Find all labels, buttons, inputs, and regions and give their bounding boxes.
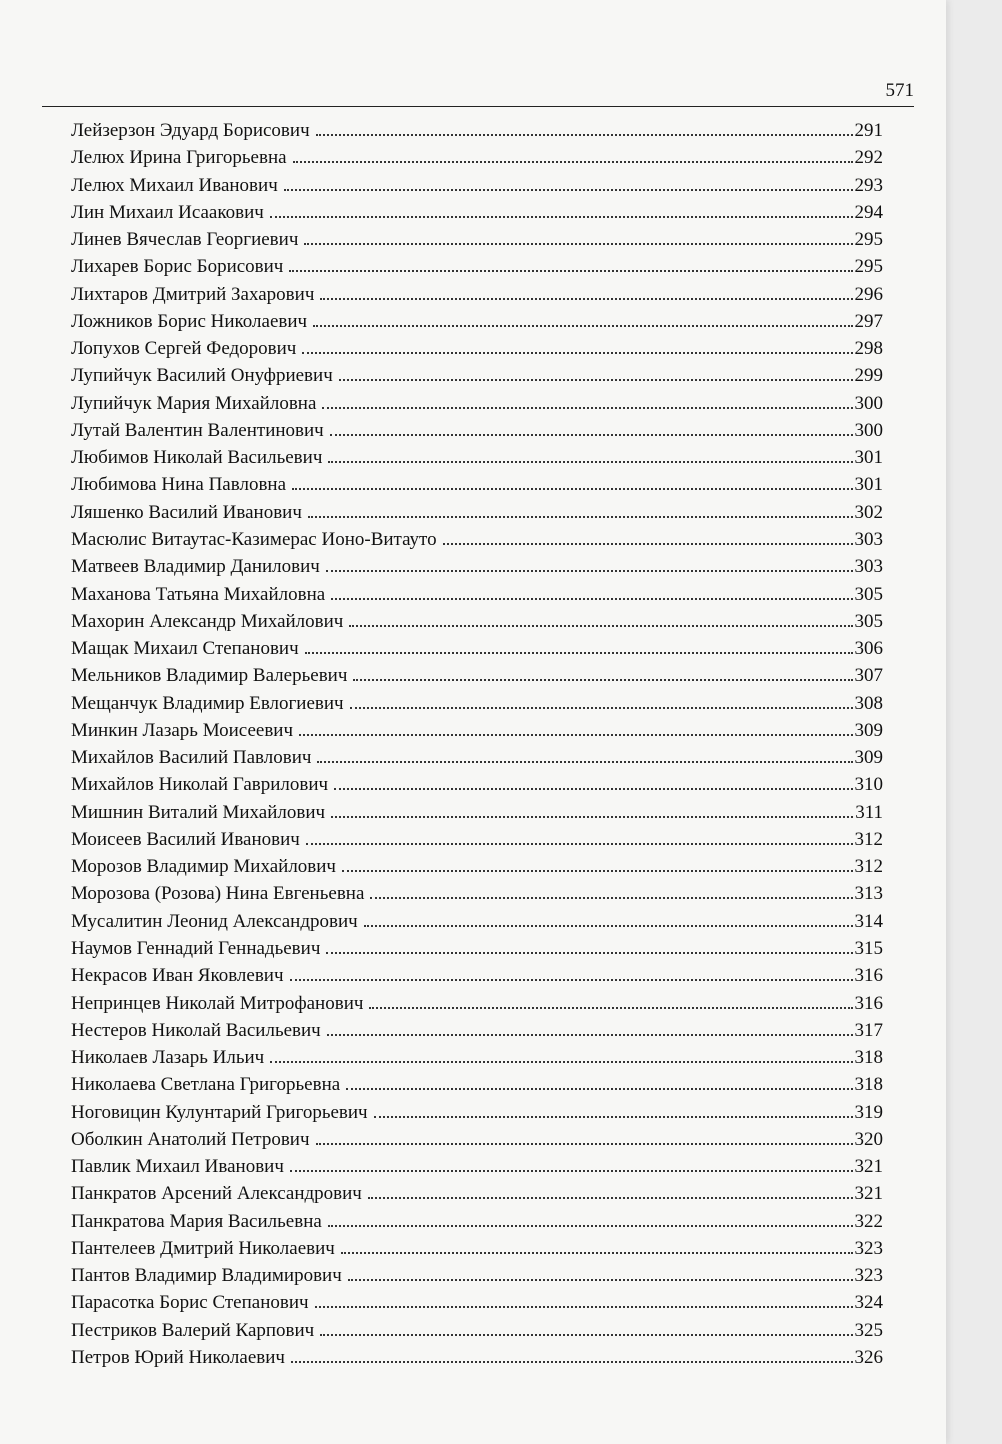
dot-leader (350, 706, 853, 709)
dot-leader (342, 869, 853, 872)
index-entry (71, 962, 883, 989)
index-entry (71, 553, 883, 580)
entry-page-number: 301 (854, 447, 883, 469)
index-entry (71, 990, 883, 1017)
entry-name: Непринцев Николай Митрофанович (71, 992, 364, 1014)
entry-page-number: 324 (854, 1292, 883, 1314)
dot-leader (368, 1196, 853, 1199)
dot-leader (328, 1224, 853, 1227)
dot-leader (289, 269, 852, 272)
index-entry (71, 1153, 883, 1180)
index-entry (71, 281, 883, 308)
entry-name: Лутай Валентин Валентинович (71, 419, 324, 441)
dot-leader (293, 160, 853, 163)
entry-name: Мишнин Виталий Михайлович (71, 801, 326, 823)
header-rule (42, 106, 914, 107)
dot-leader (326, 569, 853, 572)
dot-leader (270, 1060, 852, 1063)
entry-name: Линев Вячеслав Георгиевич (71, 229, 299, 251)
dot-leader (348, 1278, 853, 1281)
index-entry (71, 690, 883, 717)
entry-page-number: 295 (854, 229, 883, 251)
index-entry (71, 717, 883, 744)
index-entry (71, 308, 883, 335)
index-entry (71, 1071, 883, 1098)
entry-name: Морозов Владимир Михайлович (71, 856, 336, 878)
entry-page-number: 315 (854, 937, 883, 959)
entry-page-number: 308 (854, 692, 883, 714)
index-entry (71, 853, 883, 880)
entry-name: Петров Юрий Николаевич (71, 1346, 285, 1368)
index-entry (71, 1044, 883, 1071)
index-entry (71, 908, 883, 935)
index-entry (71, 1235, 883, 1262)
entry-page-number: 321 (854, 1183, 883, 1205)
index-entry (71, 362, 883, 389)
entry-page-number: 317 (854, 1019, 883, 1041)
index-entry (71, 499, 883, 526)
entry-page-number: 295 (854, 256, 883, 278)
dot-leader (291, 1360, 853, 1363)
dot-leader (322, 406, 852, 409)
dot-leader (334, 787, 852, 790)
dot-leader (316, 1142, 853, 1145)
dot-leader (317, 760, 852, 763)
entry-name: Лупийчук Василий Онуфриевич (71, 365, 333, 387)
entry-page-number: 299 (854, 365, 883, 387)
entry-name: Михайлов Василий Павлович (71, 747, 312, 769)
index-entry (71, 935, 883, 962)
entry-page-number: 293 (854, 174, 883, 196)
index-entry (71, 799, 883, 826)
entry-name: Нестеров Николай Васильевич (71, 1019, 321, 1041)
entry-name: Лопухов Сергей Федорович (71, 338, 297, 360)
dot-leader (290, 1169, 853, 1172)
entry-page-number: 309 (854, 719, 883, 741)
dot-leader (320, 297, 852, 300)
dot-leader (290, 978, 853, 981)
index-entry (71, 880, 883, 907)
entry-page-number: 313 (854, 883, 883, 905)
index-entry (71, 1099, 883, 1126)
entry-page-number: 307 (854, 665, 883, 687)
dot-leader (304, 242, 852, 245)
entry-page-number: 305 (854, 583, 883, 605)
entry-page-number: 316 (854, 965, 883, 987)
entry-page-number: 303 (854, 528, 883, 550)
entry-page-number: 300 (854, 392, 883, 414)
entry-name: Моисеев Василий Иванович (71, 828, 300, 850)
dot-leader (315, 1305, 853, 1308)
entry-page-number: 325 (854, 1319, 883, 1341)
dot-leader (331, 815, 853, 818)
index-entry (71, 526, 883, 553)
entry-name: Любимов Николай Васильевич (71, 447, 323, 469)
dot-leader (284, 188, 853, 191)
entry-name: Лихтаров Дмитрий Захарович (71, 283, 315, 305)
dot-leader (316, 133, 853, 136)
entry-page-number: 323 (854, 1237, 883, 1259)
index-entry (71, 417, 883, 444)
index-entry (71, 662, 883, 689)
entry-page-number: 311 (855, 801, 883, 823)
entry-name: Лейзерзон Эдуард Борисович (71, 120, 310, 141)
index-entry (71, 1344, 883, 1371)
index-entry (71, 1126, 883, 1153)
entry-name: Пестриков Валерий Карпович (71, 1319, 315, 1341)
entry-name: Мусалитин Леонид Александрович (71, 910, 358, 932)
dot-leader (313, 324, 852, 327)
index-entry (71, 117, 883, 144)
page-number: 571 (885, 80, 914, 101)
index-entry (71, 335, 883, 362)
entry-name: Панкратова Мария Васильевна (71, 1210, 322, 1232)
entry-name: Мещанчук Владимир Евлогиевич (71, 692, 344, 714)
entry-name: Маханова Татьяна Михайловна (71, 583, 326, 605)
dot-leader (349, 624, 852, 627)
entry-page-number: 318 (854, 1074, 883, 1096)
index-entry (71, 1289, 883, 1316)
entry-page-number: 302 (854, 501, 883, 523)
entry-name: Ложников Борис Николаевич (71, 310, 308, 332)
entry-page-number: 318 (854, 1047, 883, 1069)
entry-page-number: 303 (854, 556, 883, 578)
dot-leader (302, 351, 852, 354)
entry-name: Махорин Александр Михайлович (71, 610, 344, 632)
entry-name: Николаева Светлана Григорьевна (71, 1074, 341, 1096)
index-entry (71, 471, 883, 498)
entry-name: Лелюх Михаил Иванович (71, 174, 278, 196)
entry-name: Мельников Владимир Валерьевич (71, 665, 348, 687)
index-entry (71, 1317, 883, 1344)
entry-page-number: 296 (854, 283, 883, 305)
dot-leader (320, 1333, 852, 1336)
dot-leader (443, 542, 853, 545)
dot-leader (292, 487, 852, 490)
index-entry (71, 744, 883, 771)
dot-leader (364, 924, 853, 927)
entry-name: Любимова Нина Павловна (71, 474, 287, 496)
entry-page-number: 300 (854, 419, 883, 441)
dot-leader (341, 1251, 853, 1254)
entry-name: Лин Михаил Исаакович (71, 201, 264, 223)
dot-leader (370, 896, 852, 899)
entry-name: Масюлис Витаутас-Казимерас Ионо-Витауто (71, 528, 437, 550)
index-entry (71, 172, 883, 199)
entry-page-number: 322 (854, 1210, 883, 1232)
entry-name: Матвеев Владимир Данилович (71, 556, 320, 578)
entry-page-number: 292 (854, 147, 883, 169)
entry-page-number: 297 (854, 310, 883, 332)
entry-page-number: 306 (854, 638, 883, 660)
entry-name: Лупийчук Мария Михайловна (71, 392, 317, 414)
index-entry (71, 771, 883, 798)
entry-page-number: 314 (854, 910, 883, 932)
entry-name: Некрасов Иван Яковлевич (71, 965, 284, 987)
entry-name: Мащак Михаил Степанович (71, 638, 299, 660)
dot-leader (330, 433, 853, 436)
dot-leader (305, 651, 853, 654)
entry-name: Парасотка Борис Степанович (71, 1292, 309, 1314)
entry-page-number: 305 (854, 610, 883, 632)
entry-name: Ляшенко Василий Иванович (71, 501, 302, 523)
entry-name: Минкин Лазарь Моисеевич (71, 719, 294, 741)
dot-leader (339, 378, 853, 381)
dot-leader (270, 215, 853, 218)
entry-page-number: 320 (854, 1128, 883, 1150)
index-entry (71, 1017, 883, 1044)
entry-name: Лихарев Борис Борисович (71, 256, 284, 278)
dot-leader (353, 678, 852, 681)
dot-leader (299, 733, 852, 736)
entry-page-number: 319 (854, 1101, 883, 1123)
entry-page-number: 326 (854, 1346, 883, 1368)
entry-page-number: 309 (854, 747, 883, 769)
index-entry (71, 390, 883, 417)
entry-name: Оболкин Анатолий Петрович (71, 1128, 310, 1150)
dot-leader (308, 515, 853, 518)
entry-name: Михайлов Николай Гаврилович (71, 774, 329, 796)
index-entry (71, 608, 883, 635)
index-entry (71, 635, 883, 662)
entry-name: Павлик Михаил Иванович (71, 1156, 284, 1178)
entry-name: Николаев Лазарь Ильич (71, 1047, 265, 1069)
name-index-list (71, 117, 883, 1371)
dot-leader (326, 951, 852, 954)
entry-page-number: 323 (854, 1265, 883, 1287)
entry-page-number: 301 (854, 474, 883, 496)
entry-name: Наумов Геннадий Геннадьевич (71, 937, 321, 959)
index-entry (71, 144, 883, 171)
dot-leader (306, 842, 853, 845)
dot-leader (374, 1115, 853, 1118)
entry-page-number: 312 (854, 828, 883, 850)
dot-leader (346, 1087, 852, 1090)
dot-leader (331, 597, 852, 600)
entry-page-number: 321 (854, 1156, 883, 1178)
index-entry (71, 1180, 883, 1207)
entry-name: Пантелеев Дмитрий Николаевич (71, 1237, 335, 1259)
index-entry (71, 581, 883, 608)
index-entry (71, 1208, 883, 1235)
dot-leader (328, 460, 852, 463)
index-entry (71, 826, 883, 853)
index-entry (71, 1262, 883, 1289)
entry-page-number: 298 (854, 338, 883, 360)
index-entry (71, 199, 883, 226)
entry-name: Лелюх Ирина Григорьевна (71, 147, 287, 169)
entry-page-number: 312 (854, 856, 883, 878)
entry-name: Морозова (Розова) Нина Евгеньевна (71, 883, 365, 905)
dot-leader (327, 1033, 853, 1036)
entry-name: Панкратов Арсений Александрович (71, 1183, 362, 1205)
entry-name: Ноговицин Кулунтарий Григорьевич (71, 1101, 368, 1123)
entry-page-number: 310 (854, 774, 883, 796)
entry-name: Пантов Владимир Владимирович (71, 1265, 342, 1287)
index-entry (71, 253, 883, 280)
dot-leader (369, 1006, 852, 1009)
index-entry (71, 444, 883, 471)
entry-page-number: 291 (854, 120, 883, 141)
entry-page-number: 294 (854, 201, 883, 223)
index-entry (71, 226, 883, 253)
entry-page-number: 316 (854, 992, 883, 1014)
